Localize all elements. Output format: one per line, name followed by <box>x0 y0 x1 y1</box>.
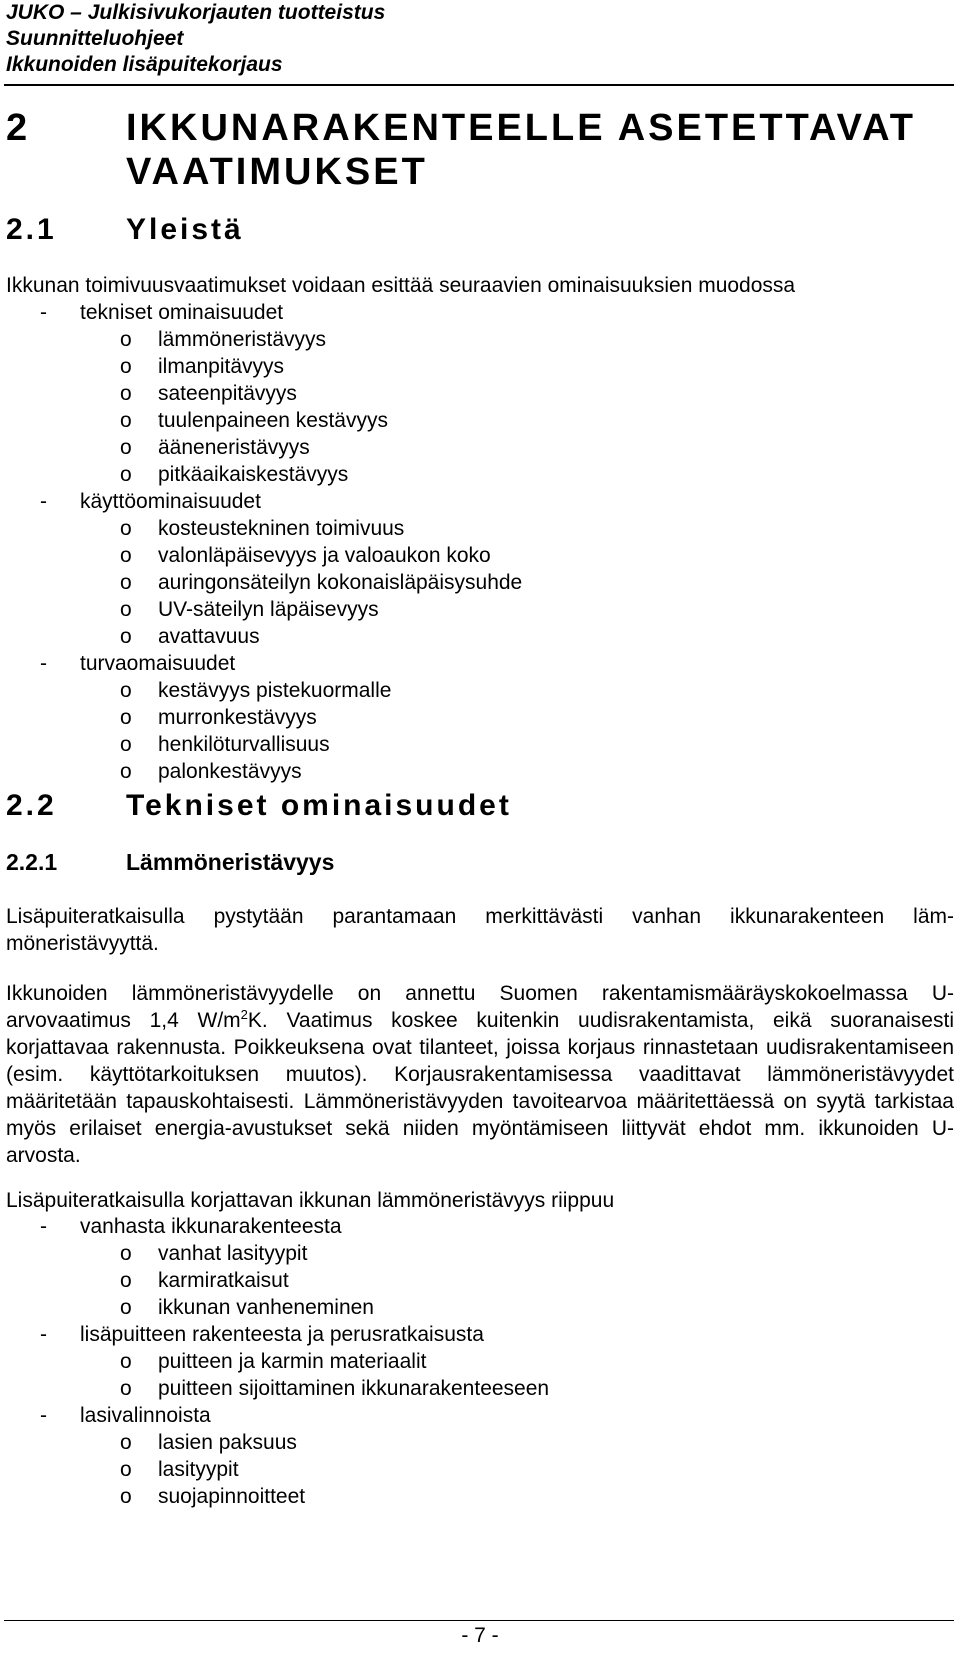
section-2-1-title: Yleistä <box>126 213 244 246</box>
circle-bullet: o <box>120 382 132 405</box>
circle-bullet: o <box>120 1296 132 1319</box>
list-item-text: pitkäaikaiskestävyys <box>158 463 349 486</box>
dash-bullet: - <box>40 1215 47 1238</box>
list-item-text: ilmanpitävyys <box>158 355 285 378</box>
circle-bullet: o <box>120 1431 132 1454</box>
list-item-text: suojapinnoitteet <box>158 1485 306 1508</box>
list-item <box>0 569 960 596</box>
circle-bullet: o <box>120 409 132 432</box>
circle-bullet: o <box>120 598 132 621</box>
list-item-text: lisäpuitteen rakenteesta ja perusratkaisusta <box>80 1323 484 1346</box>
list-item <box>0 380 960 407</box>
section-2-2-number: 2.2 <box>6 789 57 822</box>
list-item <box>0 1429 960 1456</box>
list-item <box>0 758 960 785</box>
list-item <box>0 353 960 380</box>
list-item-text: karmiratkaisut <box>158 1269 289 1292</box>
list-item-text: henkilöturvallisuus <box>158 733 330 756</box>
list-item-text: lämmöneristävyys <box>158 328 327 351</box>
circle-bullet: o <box>120 1350 132 1373</box>
section-2-2-1-title: Lämmöneristävyys <box>126 849 335 875</box>
section-2-2-title: Tekniset ominaisuudet <box>126 789 512 822</box>
header-rule <box>4 84 954 86</box>
circle-bullet: o <box>120 571 132 594</box>
circle-bullet: o <box>120 544 132 567</box>
list-item-text: lasien paksuus <box>158 1431 297 1454</box>
list-item-text: vanhat lasityypit <box>158 1242 308 1265</box>
list-item-text: käyttöominaisuudet <box>80 490 261 513</box>
list-item-text: lasityypit <box>158 1458 239 1481</box>
dash-bullet: - <box>40 301 47 324</box>
list-item-text: kestävyys pistekuormalle <box>158 679 392 702</box>
circle-bullet: o <box>120 679 132 702</box>
circle-bullet: o <box>120 1485 132 1508</box>
paragraph-2-part-a: Ikkunoiden lämmöneristävyydelle on annettu Suomen rakentamismääräyskokoelmassa U-arvovaatimus 1,4 W/m <box>6 982 954 1032</box>
running-header-line-3: Ikkunoiden lisäpuitekorjaus <box>6 53 283 76</box>
list-item <box>0 1456 960 1483</box>
circle-bullet: o <box>120 1377 132 1400</box>
section-2-1-intro: Ikkunan toimivuusvaatimukset voidaan esittää seuraavien ominaisuuksien muodossa <box>6 274 796 297</box>
paragraph-1: Lisäpuiteratkaisulla pystytään parantamaan merkittävästi vanhan ikkunarakenteen läm-möneristävyyttä. <box>6 905 954 955</box>
circle-bullet: o <box>120 517 132 540</box>
list-item <box>0 1321 960 1348</box>
circle-bullet: o <box>120 1269 132 1292</box>
list-item-text: UV-säteilyn läpäisevyys <box>158 598 379 621</box>
list-item <box>0 461 960 488</box>
running-header-line-1: JUKO – Julkisivukorjauten tuotteistus <box>6 1 386 24</box>
list-item <box>0 677 960 704</box>
list-item <box>0 1483 960 1510</box>
chapter-number: 2 <box>6 107 31 149</box>
paragraph-2 <box>6 980 954 1169</box>
list-item-text: lasivalinnoista <box>80 1404 211 1427</box>
list-item-text: auringonsäteilyn kokonaisläpäisysuhde <box>158 571 523 594</box>
list-item <box>0 515 960 542</box>
paragraph-3: Lisäpuiteratkaisulla korjattavan ikkunan lämmöneristävyys riippuu <box>6 1189 615 1212</box>
list-item <box>0 596 960 623</box>
list-item <box>0 1348 960 1375</box>
circle-bullet: o <box>120 463 132 486</box>
circle-bullet: o <box>120 1242 132 1265</box>
list-item-text: vanhasta ikkunarakenteesta <box>80 1215 342 1238</box>
paragraph-2-part-b: K. Vaatimus koskee kuitenkin uudisrakentamista, eikä suoranaisesti korjattavaa rakennusta. Poikkeuksena ovat tilanteet, joissa korjaus rinnastetaan uudisrakentamiseen (esim. käyttötarkoituksen muutos). Korjausrakentamisessa vaadittavat lämmöneristävyydet määritetään tapauskohtaisesti. Lämmöneristävyyden tavoitearvoa määritettäessä on syytä tarkistaa myös erilaiset energia-avustukset sekä niiden myöntämiseen liittyvät ehdot mm. ikkunoiden U-arvosta. <box>6 1009 954 1167</box>
list-item <box>0 1213 960 1240</box>
list-item-text: puitteen sijoittaminen ikkunarakenteeseen <box>158 1377 550 1400</box>
list-item-text: avattavuus <box>158 625 260 648</box>
chapter-title: IKKUNARAKENTEELLE ASETETTAVAT VAATIMUKSET <box>126 107 916 193</box>
list-item <box>0 488 960 515</box>
footer-rule <box>4 1620 954 1621</box>
list-item-text: tuulenpaineen kestävyys <box>158 409 388 432</box>
circle-bullet: o <box>120 1458 132 1481</box>
list-item <box>0 731 960 758</box>
list-item <box>0 326 960 353</box>
list-item-text: kosteustekninen toimivuus <box>158 517 405 540</box>
dash-bullet: - <box>40 652 47 675</box>
list-item <box>0 1240 960 1267</box>
list-item-text: ikkunan vanheneminen <box>158 1296 374 1319</box>
circle-bullet: o <box>120 760 132 783</box>
list-item <box>0 434 960 461</box>
dash-bullet: - <box>40 490 47 513</box>
list-item <box>0 704 960 731</box>
circle-bullet: o <box>120 436 132 459</box>
running-header-line-2: Suunnitteluohjeet <box>6 27 184 50</box>
list-item <box>0 542 960 569</box>
superscript-2: 2 <box>240 1007 248 1022</box>
list-item-text: puitteen ja karmin materiaalit <box>158 1350 427 1373</box>
list-item <box>0 1375 960 1402</box>
dash-bullet: - <box>40 1404 47 1427</box>
dependency-list <box>0 1213 960 1510</box>
requirements-list <box>0 299 960 785</box>
circle-bullet: o <box>120 328 132 351</box>
dash-bullet: - <box>40 1323 47 1346</box>
circle-bullet: o <box>120 625 132 648</box>
list-item <box>0 1402 960 1429</box>
list-item-text: valonläpäisevyys ja valoaukon koko <box>158 544 491 567</box>
section-2-1-number: 2.1 <box>6 213 57 246</box>
list-item <box>0 299 960 326</box>
list-item <box>0 650 960 677</box>
list-item-text: sateenpitävyys <box>158 382 297 405</box>
circle-bullet: o <box>120 355 132 378</box>
list-item-text: ääneneristävyys <box>158 436 310 459</box>
circle-bullet: o <box>120 733 132 756</box>
page-number: - 7 - <box>461 1624 499 1647</box>
list-item-text: murronkestävyys <box>158 706 317 729</box>
list-item-text: tekniset ominaisuudet <box>80 301 284 324</box>
list-item-text: palonkestävyys <box>158 760 302 783</box>
section-2-2-1-number: 2.2.1 <box>6 849 58 875</box>
list-item <box>0 623 960 650</box>
list-item <box>0 1267 960 1294</box>
circle-bullet: o <box>120 706 132 729</box>
list-item <box>0 407 960 434</box>
list-item-text: turvaomaisuudet <box>80 652 236 675</box>
list-item <box>0 1294 960 1321</box>
